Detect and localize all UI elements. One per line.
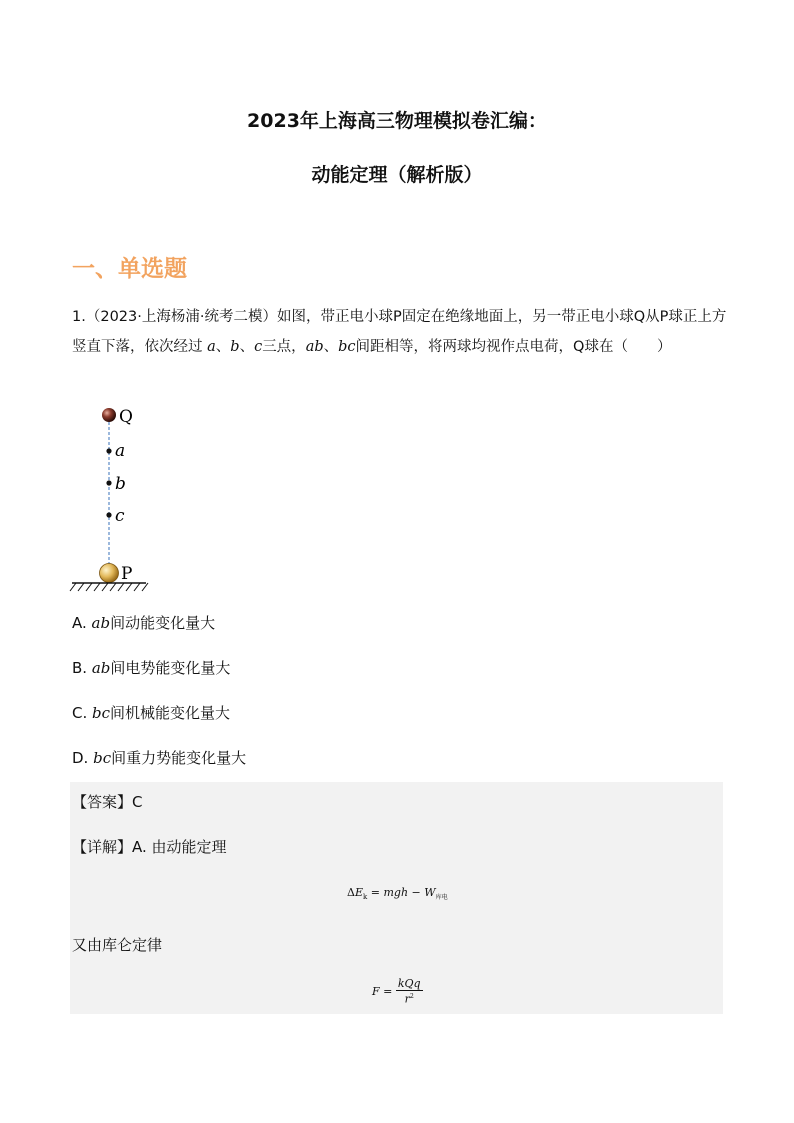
option-segment: ab [91, 659, 111, 677]
dot-c [106, 512, 111, 517]
fraction [396, 978, 423, 1006]
energy-subscript: k [362, 893, 368, 902]
separator: 、 [215, 339, 231, 355]
option-segment: bc [92, 704, 111, 722]
height-symbol: h [400, 886, 409, 899]
option-text: 间机械能变化量大 [110, 704, 231, 722]
kinetic-energy-formula [347, 886, 448, 901]
question-body-3: 间距相等，将两球均视作点电荷，Q球在（ ） [355, 339, 672, 355]
question-body-1: 如图，带正电小球P固定在绝缘地面上，另一带正电小球Q从P球正上方竖直下落，依次经过 [72, 309, 727, 355]
work-symbol: W [424, 886, 436, 899]
label-b: b [115, 474, 126, 494]
answer-value: C [132, 793, 143, 811]
distance-symbol: r [404, 992, 410, 1006]
question-text [72, 302, 732, 362]
point-c: c [254, 339, 263, 355]
option-text: 间电势能变化量大 [110, 659, 231, 677]
option-letter: C. [72, 704, 88, 722]
mass-symbol: m [383, 886, 394, 899]
ball-q [102, 408, 116, 422]
gravity-symbol: g [393, 886, 401, 899]
option-text: 间动能变化量大 [110, 614, 216, 632]
point-b: b [230, 339, 240, 355]
minus-sign: − [408, 886, 425, 899]
document-subtitle: 动能定理（解析版） [311, 164, 483, 186]
explanation-label: 【详解】 [72, 838, 133, 856]
fraction-numerator: kQq [397, 977, 421, 990]
option-d [72, 747, 246, 768]
exponent: 2 [409, 993, 414, 1000]
label-c: c [115, 506, 125, 526]
ground-hatching [70, 583, 148, 591]
option-a [72, 612, 215, 633]
document-title: 2023年上海高三物理模拟卷汇编： [247, 110, 547, 132]
section-heading: 一、单选题 [72, 256, 187, 282]
option-letter: D. [72, 749, 89, 767]
label-q: Q [119, 407, 133, 427]
ball-p [100, 564, 119, 583]
equals-sign: = [367, 886, 384, 899]
point-a: a [207, 339, 216, 355]
option-segment: ab [91, 614, 111, 632]
energy-symbol: E [354, 886, 363, 899]
option-segment: bc [93, 749, 112, 767]
physics-diagram [66, 400, 166, 595]
separator: 、 [323, 339, 339, 355]
option-letter: B. [72, 659, 88, 677]
fraction-denominator [396, 991, 423, 1006]
answer-line [72, 791, 143, 812]
force-symbol: F [372, 984, 380, 998]
equals-sign: = [379, 984, 396, 998]
option-text: 间重力势能变化量大 [111, 749, 247, 767]
explanation-line-2: 又由库仑定律 [72, 936, 163, 954]
dot-a [106, 448, 111, 453]
work-subscript: 库电 [435, 894, 448, 902]
answer-label: 【答案】 [72, 793, 133, 811]
question-source: （2023·上海杨浦·统考二模） [85, 309, 277, 325]
delta-symbol: Δ [347, 886, 355, 899]
explanation-text: A. 由动能定理 [132, 838, 227, 856]
question-number: 1. [72, 309, 86, 325]
option-c [72, 702, 230, 723]
segment-ab: ab [305, 339, 324, 355]
coulomb-law-formula [372, 978, 423, 1006]
dot-b [106, 480, 111, 485]
label-p: P [121, 564, 133, 584]
separator: 、 [239, 339, 255, 355]
label-a: a [115, 441, 126, 461]
explanation-line-1 [72, 836, 227, 857]
option-letter: A. [72, 614, 87, 632]
question-body-2: 三点， [262, 339, 306, 355]
segment-bc: bc [338, 339, 356, 355]
option-b [72, 657, 230, 678]
